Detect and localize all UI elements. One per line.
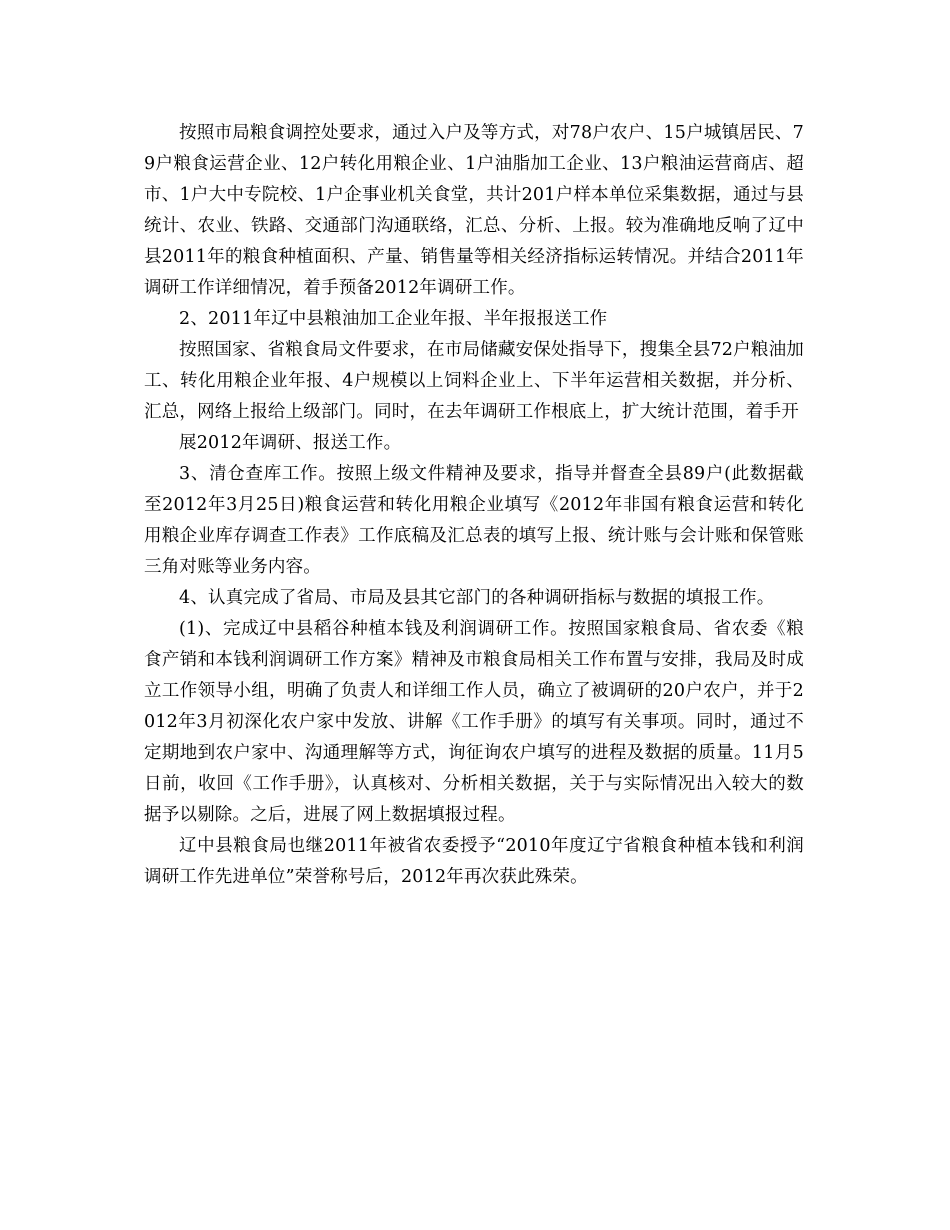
- document-body: [144, 118, 804, 893]
- paragraph-annual-report-body: 按照国家、省粮食局文件要求，在市局储藏安保处指导下，搜集全县72户粮油加工、转化用粮企业年报、4户规模以上饲料企业上、下半年运营相关数据，并分析、汇总，网络上报给上级部门。同时，在去年调研工作根底上，扩大统计范围，着手开: [144, 340, 804, 422]
- paragraph-heading-annual-report: 2、2011年辽中县粮油加工企业年报、半年报报送工作: [179, 309, 608, 329]
- paragraph-inventory-check: 3、清仓查库工作。按照上级文件精神及要求，指导并督查全县89户(此数据截至2012年3月25日)粮食运营和转化用粮企业填写《2012年非国有粮食运营和转化用粮企业库存调查工作表》工作底稿及汇总表的填写上报、统计账与会计账和保管账三角对账等业务内容。: [144, 464, 804, 577]
- paragraph-survey-summary: 按照市局粮食调控处要求，通过入户及等方式，对78户农户、15户城镇居民、79户粮食运营企业、12户转化用粮企业、1户油脂加工企业、13户粮油运营商店、超市、1户大中专院校、1户企事业机关食堂，共计201户样本单位采集数据，通过与县统计、农业、铁路、交通部门沟通联络，汇总、分析、上报。较为准确地反响了辽中县2011年的粮食种植面积、产量、销售量等相关经济指标运转情况。并结合2011年调研工作详细情况，着手预备2012年调研工作。: [144, 123, 804, 298]
- paragraph-survey-indicators: 4、认真完成了省局、市局及县其它部门的各种调研指标与数据的填报工作。: [179, 588, 775, 608]
- paragraph-rice-cost-survey: (1)、完成辽中县稻谷种植本钱及利润调研工作。按照国家粮食局、省农委《粮食产销和本钱利润调研工作方案》精神及市粮食局相关工作布置与安排，我局及时成立工作领导小组，明确了负责人和详细工作人员，确立了被调研的20户农户，并于2012年3月初深化农户家中发放、讲解《工作手册》的填写有关事项。同时，通过不定期地到农户家中、沟通理解等方式，询征询农户填写的进程及数据的质量。11月5日前，收回《工作手册》，认真核对、分析相关数据，关于与实际情况出入较大的数据予以剔除。之后，进展了网上数据填报过程。: [144, 619, 804, 825]
- paragraph-honor: 辽中县粮食局也继2011年被省农委授予“2010年度辽宁省粮食种植本钱和利润调研工作先进单位”荣誉称号后，2012年再次获此殊荣。: [144, 836, 804, 887]
- paragraph-annual-report-continued: 展2012年调研、报送工作。: [179, 433, 402, 453]
